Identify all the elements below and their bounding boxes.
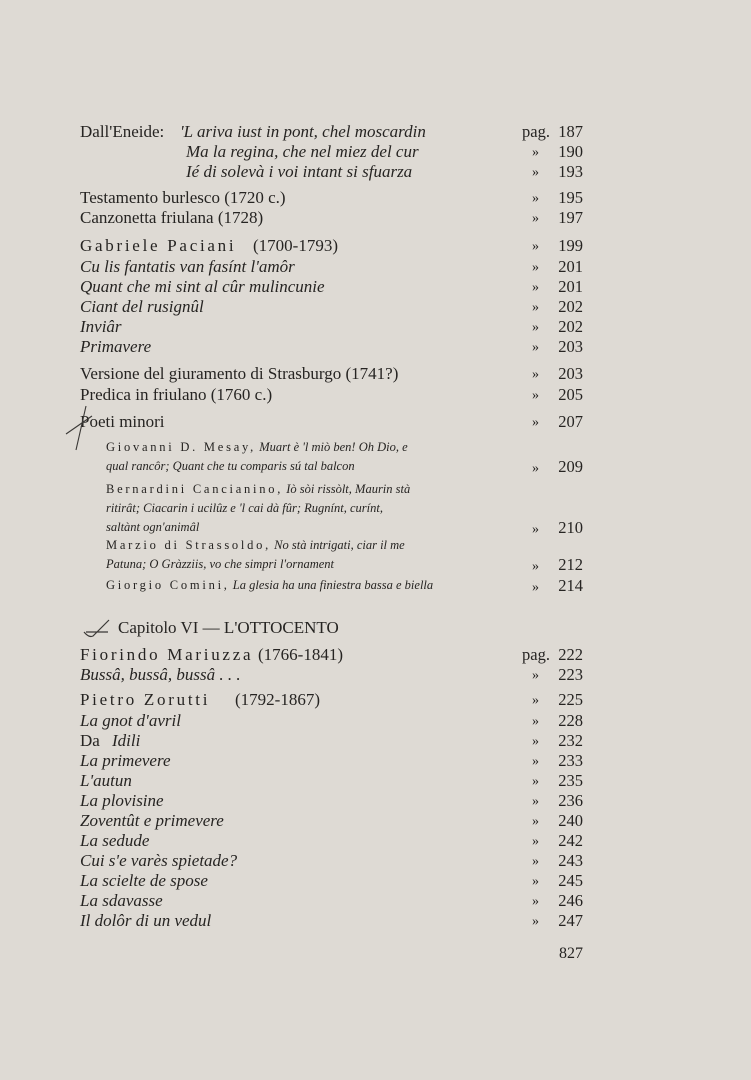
ditto-mark: » — [532, 280, 539, 295]
poet-line — [106, 440, 408, 455]
entry-title: La sdavasse — [80, 891, 163, 910]
toc-entry — [0, 851, 751, 871]
poet-title: Iò sòi rissòlt, Maurin stà — [286, 482, 411, 496]
poet-line — [106, 501, 383, 516]
toc-entry — [0, 645, 751, 665]
page-number: 247 — [558, 911, 583, 930]
ditto-mark: » — [532, 714, 539, 729]
ditto-mark: » — [532, 794, 539, 809]
toc-entry — [0, 831, 751, 851]
poet-line — [106, 482, 410, 497]
entry-title: Versione del giuramento di Strasburgo (1741?) — [80, 364, 399, 383]
ditto-mark: » — [532, 165, 539, 180]
entry-author: Dall'Eneide: — [80, 122, 165, 141]
poet-title: Muart è 'l miò ben! Oh Dio, e — [259, 440, 408, 454]
page-number: 214 — [558, 576, 583, 595]
page-number: 225 — [558, 690, 583, 709]
page-number: 236 — [558, 791, 583, 810]
toc-entry — [0, 690, 751, 710]
poet-line — [106, 557, 334, 572]
toc-entry — [0, 208, 751, 228]
toc-entry — [0, 257, 751, 277]
entry-title: Primavere — [80, 337, 152, 356]
entry-author: Pietro Zorutti — [80, 690, 211, 709]
ditto-mark: » — [532, 734, 539, 749]
entry-title: Il dolôr di un vedul — [80, 911, 212, 930]
page-number: 240 — [558, 811, 583, 830]
toc-entry — [0, 317, 751, 337]
toc-entry — [0, 811, 751, 831]
toc-entry — [0, 911, 751, 931]
ditto-mark: » — [532, 814, 539, 829]
page-number: 207 — [558, 412, 583, 431]
ditto-mark: » — [532, 367, 539, 382]
chapter-title: Capitolo VI — L'OTTOCENTO — [118, 618, 339, 637]
entry-title: Quant che mi sint al cûr mulincunie — [80, 277, 325, 296]
poet-line — [106, 459, 355, 474]
entry-title: La sedude — [80, 831, 150, 850]
toc-entry — [0, 665, 751, 685]
page-number: 202 — [558, 297, 583, 316]
entry-title: 'L ariva iust in pont, chel moscardin — [180, 122, 426, 141]
ditto-mark: » — [532, 834, 539, 849]
toc-entry — [0, 385, 751, 405]
toc-entry — [0, 791, 751, 811]
toc-entry — [0, 364, 751, 384]
entry-title: Ma la regina, che nel miez del cur — [186, 142, 419, 161]
entry-title: Testamento burlesco (1720 c.) — [80, 188, 286, 207]
page-footer-number: 827 — [559, 945, 583, 962]
poet-title: qual rancôr; Quant che tu comparis sú tal balcon — [106, 459, 355, 473]
page-number: 193 — [558, 162, 583, 181]
poet-author: Bernardini Cancianino, — [106, 482, 284, 496]
page-number: 209 — [558, 457, 583, 476]
entry-title: Bussâ, bussâ, bussâ . . . — [80, 665, 241, 684]
page-number: 245 — [558, 871, 583, 890]
entry-title: Cui s'e varès spietade? — [80, 851, 238, 870]
entry-title: La scielte de spose — [80, 871, 208, 890]
entry-title: Canzonetta friulana (1728) — [80, 208, 264, 227]
ditto-mark: » — [532, 559, 539, 574]
page-number: 187 — [558, 122, 583, 141]
page-number: 210 — [558, 518, 583, 537]
ditto-mark: » — [532, 580, 539, 595]
poet-author: Marzio di Strassoldo, — [106, 538, 272, 552]
toc-entry — [0, 412, 751, 432]
ditto-mark: » — [532, 754, 539, 769]
page-number: 205 — [558, 385, 583, 404]
ditto-mark: » — [532, 774, 539, 789]
ditto-mark: » — [532, 340, 539, 355]
check-mark-icon — [82, 618, 112, 640]
toc-entry — [0, 771, 751, 791]
toc-entry — [0, 162, 751, 182]
entry-title: Poeti minori — [80, 412, 165, 431]
entry-title: La gnot d'avril — [80, 711, 181, 730]
poet-title: ritirât; Ciacarin i ucilûz e 'l cai dà fûr; Rugnínt, curínt, — [106, 501, 383, 515]
toc-entry — [0, 297, 751, 317]
entry-title: Ciant del rusignûl — [80, 297, 204, 316]
page-number: 199 — [558, 236, 583, 255]
ditto-mark: » — [532, 668, 539, 683]
entry-title: (1792-1867) — [235, 690, 320, 709]
toc-entry — [0, 188, 751, 208]
poet-author: Giovanni D. Mesay, — [106, 440, 257, 454]
toc-entry — [0, 142, 751, 162]
toc-entry — [0, 731, 751, 751]
page-number: 228 — [558, 711, 583, 730]
ditto-mark: » — [532, 300, 539, 315]
poet-title: saltànt ogn'animâl — [106, 520, 200, 534]
ditto-mark: » — [532, 914, 539, 929]
poet-line — [106, 578, 433, 593]
page-number: 223 — [558, 665, 583, 684]
toc-entry — [0, 277, 751, 297]
poet-line — [106, 538, 405, 553]
poet-line — [106, 520, 199, 535]
page-number: 233 — [558, 751, 583, 770]
poet-title: No stà intrigati, ciar il me — [274, 538, 405, 552]
page-number: 242 — [558, 831, 583, 850]
page-number: 212 — [558, 555, 583, 574]
entry-author: Gabriele Paciani — [80, 236, 237, 255]
toc-entry — [0, 711, 751, 731]
page-label: pag. — [522, 122, 550, 141]
entry-title: La primevere — [80, 751, 171, 770]
page-number: 222 — [558, 645, 583, 664]
ditto-mark: » — [532, 522, 539, 537]
entry-title: Cu lis fantatis van fasínt l'amôr — [80, 257, 295, 276]
page-number: 235 — [558, 771, 583, 790]
page-number: 197 — [558, 208, 583, 227]
toc-entry — [0, 891, 751, 911]
ditto-mark: » — [532, 145, 539, 160]
ditto-mark: » — [532, 854, 539, 869]
entry-title: La plovisine — [80, 791, 164, 810]
toc-entry — [0, 337, 751, 357]
ditto-mark: » — [532, 693, 539, 708]
entry-title: Idili — [112, 731, 141, 750]
page-label: pag. — [522, 645, 550, 664]
page-number: 202 — [558, 317, 583, 336]
page-number: 203 — [558, 337, 583, 356]
entry-author: Fiorindo Mariuzza — [80, 645, 254, 664]
page-number: 203 — [558, 364, 583, 383]
ditto-mark: » — [532, 874, 539, 889]
page-number: 195 — [558, 188, 583, 207]
ditto-mark: » — [532, 191, 539, 206]
page-number: 201 — [558, 277, 583, 296]
ditto-mark: » — [532, 211, 539, 226]
ditto-mark: » — [532, 239, 539, 254]
page-number: 243 — [558, 851, 583, 870]
entry-title: (1766-1841) — [258, 645, 343, 664]
page-number: 246 — [558, 891, 583, 910]
entry-title: Predica in friulano (1760 c.) — [80, 385, 273, 404]
entry-title: L'autun — [80, 771, 132, 790]
entry-author: Da — [80, 731, 100, 750]
toc-entry — [0, 236, 751, 256]
ditto-mark: » — [532, 260, 539, 275]
ditto-mark: » — [532, 461, 539, 476]
entry-title: (1700-1793) — [253, 236, 338, 255]
ditto-mark: » — [532, 388, 539, 403]
entry-title: Ié di solevà i voi intant si sfuarza — [186, 162, 413, 181]
page-number: 190 — [558, 142, 583, 161]
poet-title: Patuna; O Gràzziis, vo che simpri l'ornament — [106, 557, 335, 571]
poet-title: La glesia ha una finiestra bassa e biella — [232, 578, 434, 592]
entry-title: Inviâr — [80, 317, 122, 336]
toc-entry — [0, 871, 751, 891]
toc-entry — [0, 122, 751, 142]
page-number: 232 — [558, 731, 583, 750]
ditto-mark: » — [532, 320, 539, 335]
poet-author: Giorgio Comini, — [106, 578, 230, 592]
entry-title: Zoventût e primevere — [80, 811, 224, 830]
ditto-mark: » — [532, 894, 539, 909]
pencil-mark-icon — [62, 404, 102, 454]
toc-entry — [0, 751, 751, 771]
page-number: 201 — [558, 257, 583, 276]
ditto-mark: » — [532, 415, 539, 430]
